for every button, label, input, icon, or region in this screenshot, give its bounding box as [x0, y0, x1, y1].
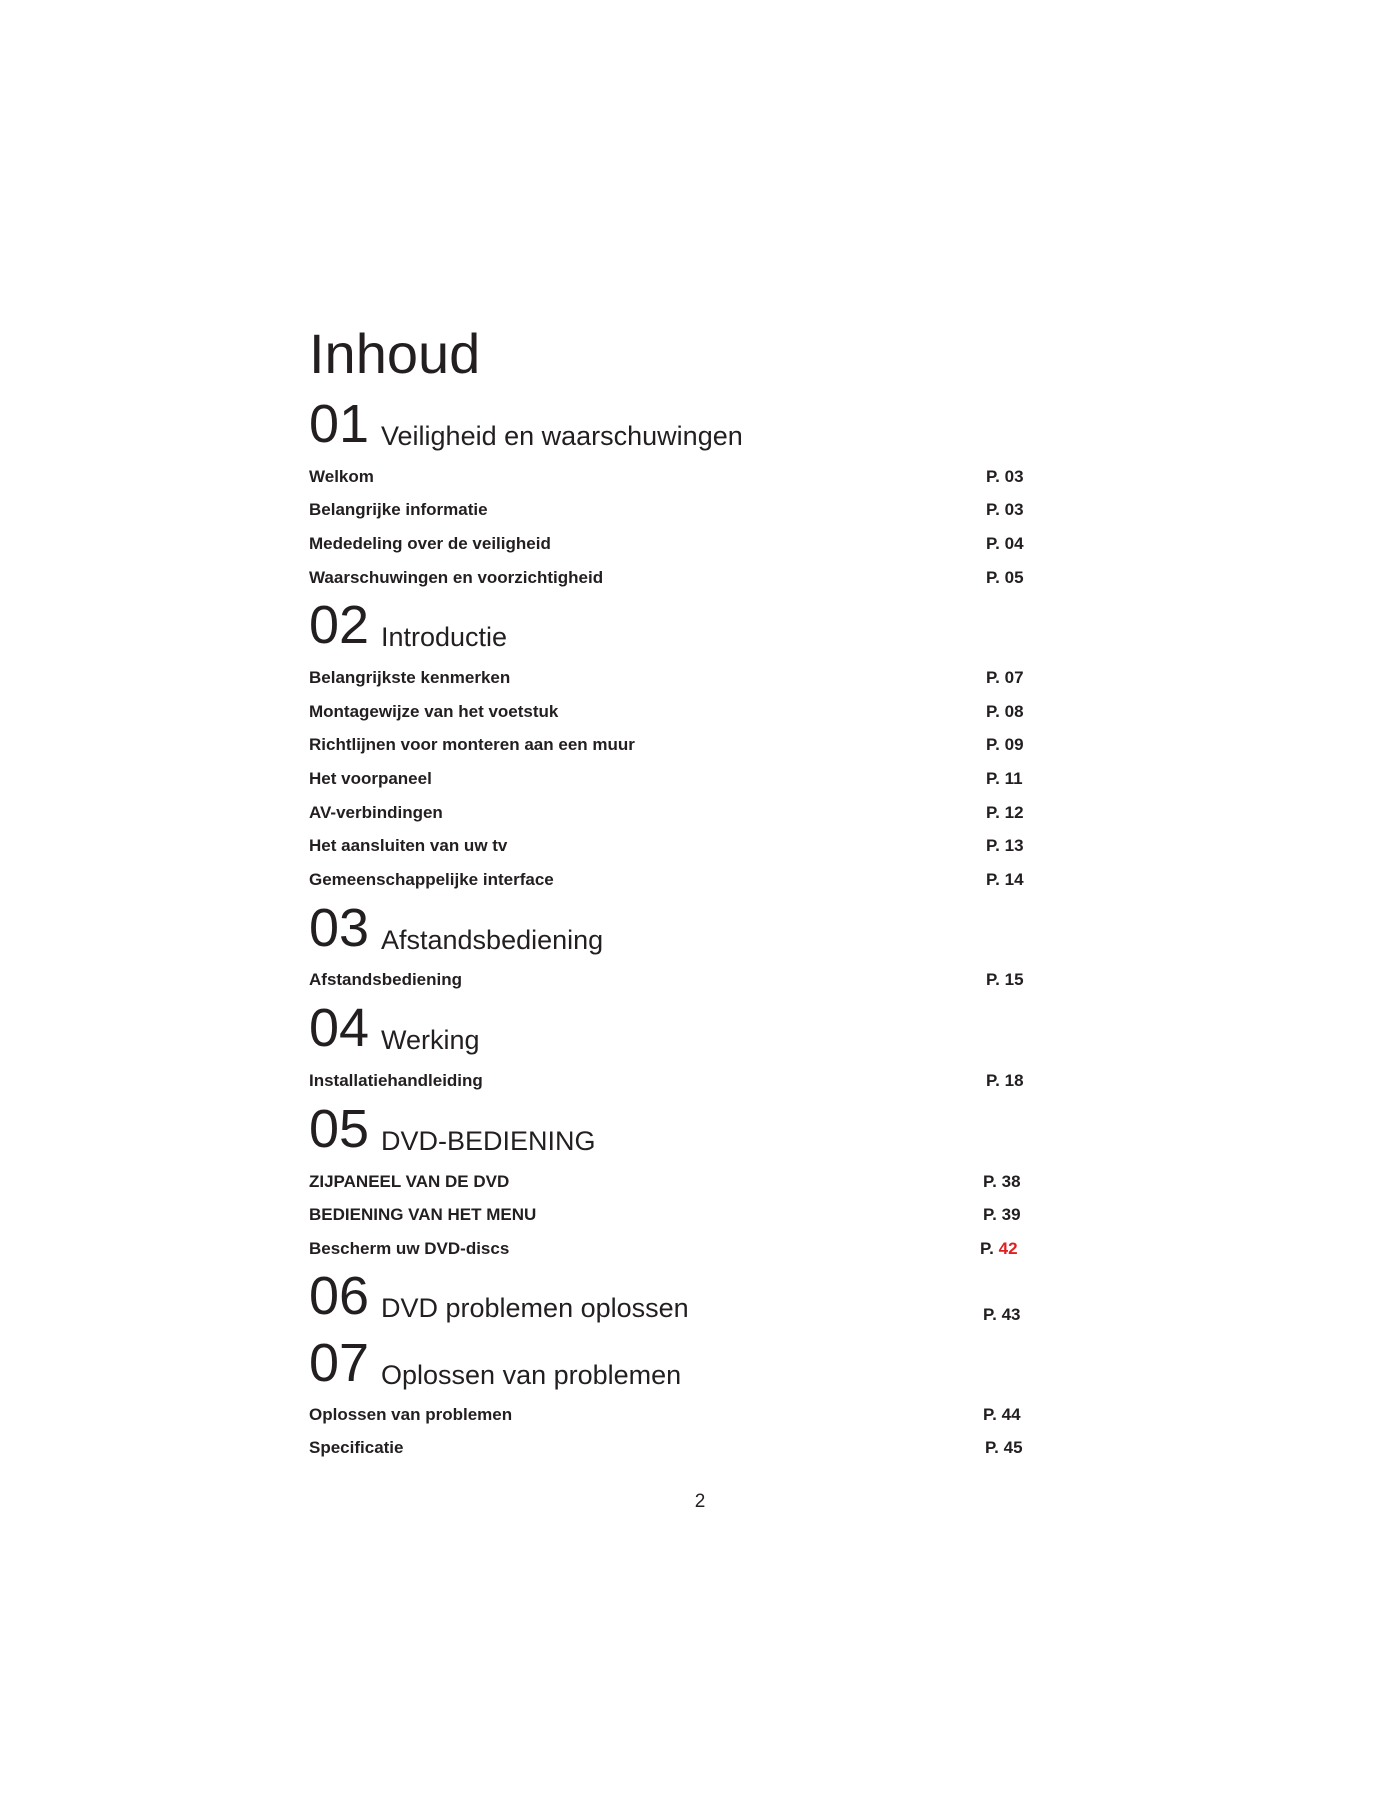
toc-entry-page: P. 04	[986, 534, 1024, 553]
toc-entry	[309, 1204, 1029, 1226]
page-title: Inhoud	[309, 322, 481, 385]
section-title: DVD problemen oplossen	[381, 1293, 689, 1323]
toc-entry-label: BEDIENING VAN HET MENU	[309, 1205, 537, 1224]
toc-entry	[309, 466, 1029, 488]
toc-entry-page: P. 03	[986, 467, 1024, 486]
toc-entry	[309, 1171, 1029, 1193]
toc-entry-label: ZIJPANEEL VAN DE DVD	[309, 1172, 510, 1191]
toc-entry-page: P. 11	[986, 769, 1023, 788]
section-title: Afstandsbediening	[381, 925, 604, 955]
toc-entry-label: Belangrijkste kenmerken	[309, 668, 511, 687]
toc-entry-page: P. 15	[986, 970, 1024, 989]
toc-entry-page: P. 13	[986, 836, 1024, 855]
toc-entry-page: P. 45	[985, 1438, 1023, 1457]
section-title: Oplossen van problemen	[381, 1360, 682, 1390]
toc-entry-page: P. 18	[986, 1071, 1024, 1090]
section-number: 07	[309, 1333, 370, 1393]
toc-entry-label: Het aansluiten van uw tv	[309, 836, 508, 855]
toc-entry-label: Richtlijnen voor monteren aan een muur	[309, 735, 635, 754]
toc-entry	[309, 533, 1029, 555]
toc-entry-label: Installatiehandleiding	[309, 1071, 483, 1090]
toc-entry-page: P. 42	[980, 1239, 1018, 1258]
toc-entry-page: P. 12	[986, 803, 1024, 822]
toc-entry-label: Mededeling over de veiligheid	[309, 534, 551, 553]
toc-entry	[309, 768, 1029, 790]
toc-entry-page: P. 08	[986, 702, 1024, 721]
toc-entry	[309, 1238, 1029, 1260]
toc-entry-label: Afstandsbediening	[309, 970, 463, 989]
toc-entry-page: P. 07	[986, 668, 1024, 687]
toc-entry-page: P. 09	[986, 735, 1024, 754]
toc-entry-label: Oplossen van problemen	[309, 1405, 513, 1424]
toc-entry-page: P. 38	[983, 1172, 1021, 1191]
toc-entry	[309, 1404, 1029, 1426]
section-title: DVD-BEDIENING	[381, 1126, 596, 1156]
toc-entry	[309, 802, 1029, 824]
toc-entry	[309, 969, 1029, 991]
toc-entry	[309, 701, 1029, 723]
toc-entry	[309, 1437, 1029, 1459]
toc-entry	[309, 869, 1029, 891]
toc-entry	[309, 567, 1029, 589]
toc-entry-label: Belangrijke informatie	[309, 500, 488, 519]
page-number: 2	[694, 1491, 706, 1512]
toc-entry-label: Gemeenschappelijke interface	[309, 870, 554, 889]
toc-entry	[309, 835, 1029, 857]
toc-entry-label: Specificatie	[309, 1438, 404, 1457]
section-number: 06	[309, 1266, 370, 1326]
toc-entry-label: Welkom	[309, 467, 374, 486]
toc-entry-page: P. 05	[986, 568, 1024, 587]
toc-entry-label: AV-verbindingen	[309, 803, 443, 822]
toc-entry	[309, 1070, 1029, 1092]
section-page: P. 43	[983, 1305, 1021, 1324]
toc-entry-page: P. 03	[986, 500, 1024, 519]
toc-entry-label: Het voorpaneel	[309, 769, 432, 788]
section-number: 01	[309, 394, 370, 454]
toc-entry-label: Bescherm uw DVD-discs	[309, 1239, 510, 1258]
toc-entry-label: Montagewijze van het voetstuk	[309, 702, 559, 721]
toc-entry-page: P. 44	[983, 1405, 1021, 1424]
toc-entry-label: Waarschuwingen en voorzichtigheid	[309, 568, 604, 587]
section-number: 02	[309, 595, 370, 655]
toc-entry-page: P. 14	[986, 870, 1024, 889]
section-title: Introductie	[381, 622, 508, 652]
highlighted-page-number: 42	[998, 1239, 1018, 1258]
section-number: 05	[309, 1099, 370, 1159]
toc-entry	[309, 499, 1029, 521]
toc-entry	[309, 667, 1029, 689]
section-number: 04	[309, 998, 370, 1058]
toc-entry-page: P. 39	[983, 1205, 1021, 1224]
section-title: Veiligheid en waarschuwingen	[381, 421, 743, 451]
section-title: Werking	[381, 1025, 480, 1055]
section-number: 03	[309, 898, 370, 958]
toc-entry	[309, 734, 1029, 756]
